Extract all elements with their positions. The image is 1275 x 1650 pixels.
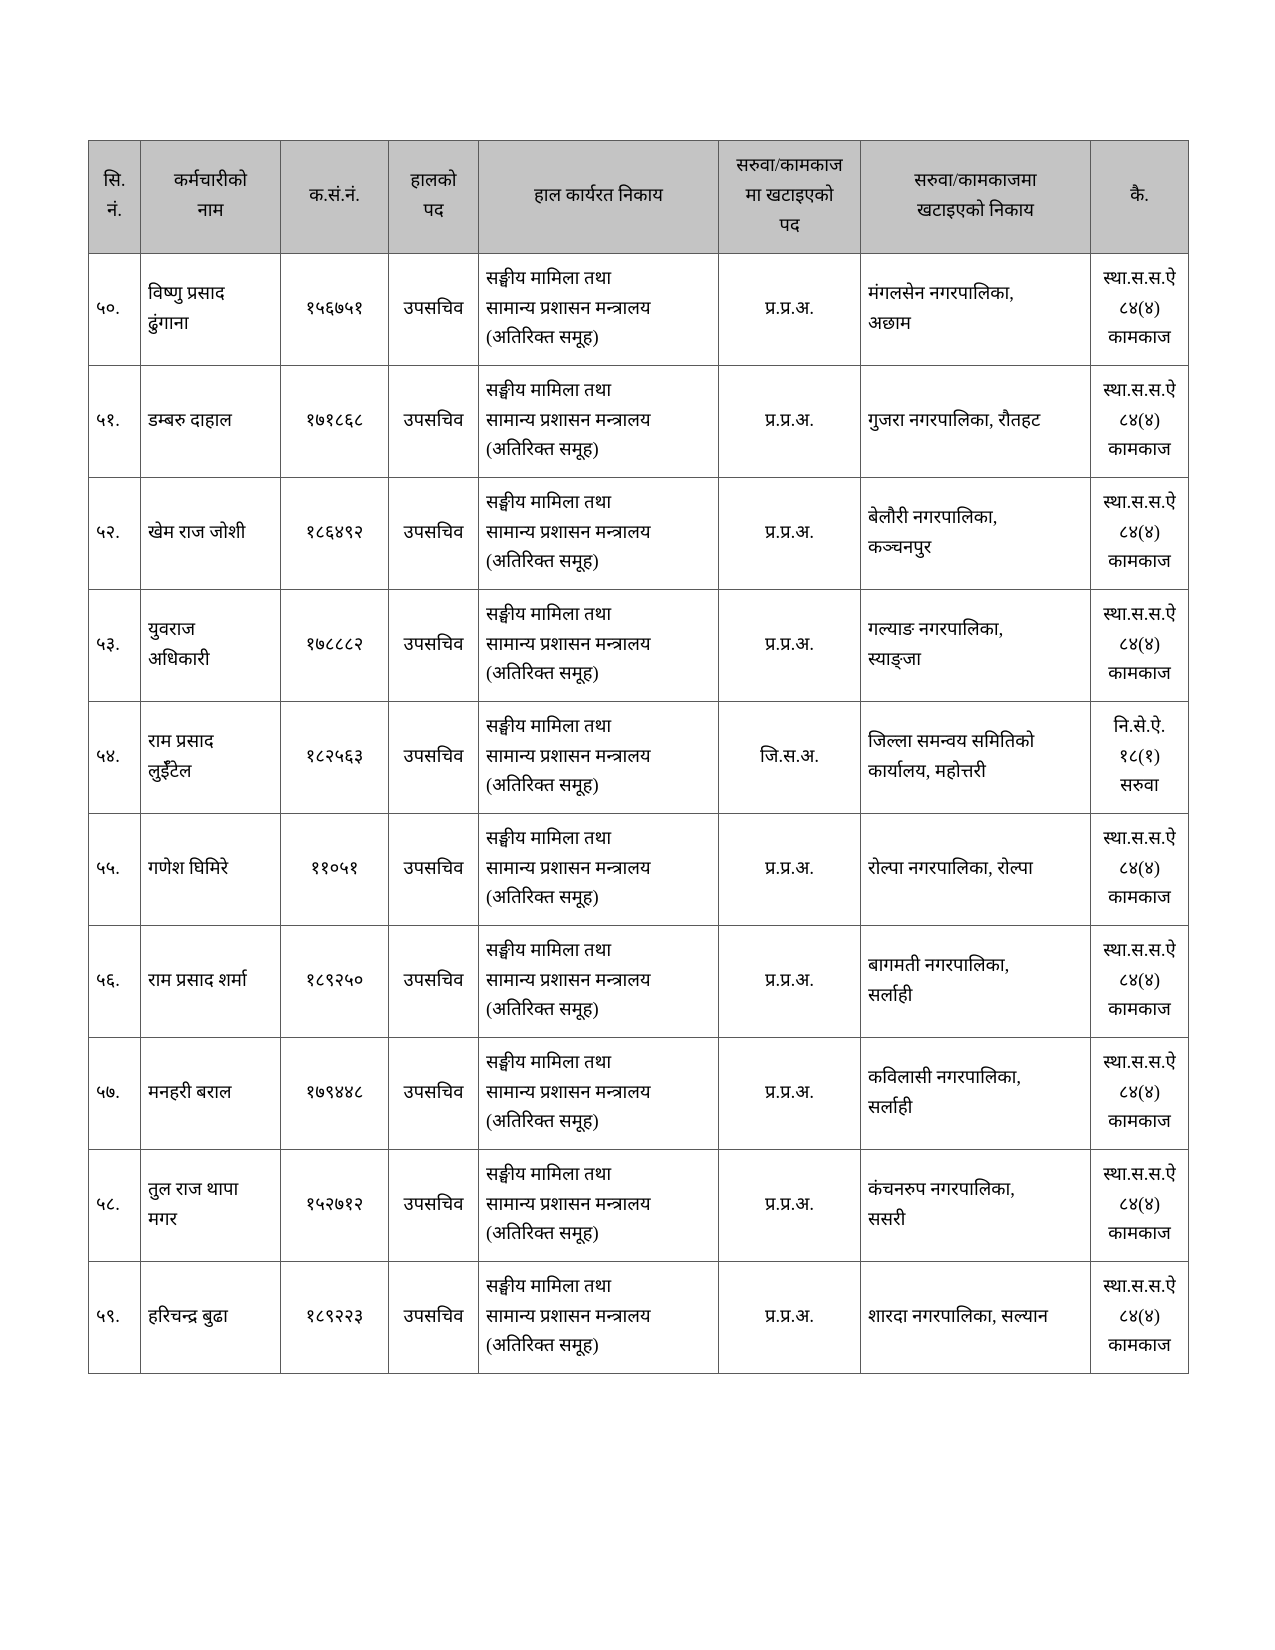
remarks-line1: स्था.स.स.ऐ [1103, 380, 1176, 401]
cell-transfer-post [719, 702, 861, 814]
column-header-remarks: कै. [1091, 141, 1189, 254]
table-row [89, 702, 1189, 814]
cell-transfer-office [861, 254, 1091, 366]
current-office-line2: सामान्य प्रशासन मन्त्रालय [486, 1306, 651, 1327]
cell-serial-number [89, 702, 141, 814]
column-header-current-office: हाल कार्यरत निकाय [479, 141, 719, 254]
cell-transfer-office [861, 814, 1091, 926]
transfer-post-text: प्र.प्र.अ. [764, 634, 815, 655]
employee-transfer-table [88, 140, 1189, 1374]
remarks-line3: कामकाज [1108, 440, 1171, 461]
cell-transfer-office [861, 702, 1091, 814]
employee-name-line2: अधिकारी [148, 649, 210, 670]
current-office-line3: (अतिरिक्त समूह) [486, 1224, 599, 1245]
transfer-office-line1: कंचनरुप नगरपालिका, [868, 1179, 1015, 1200]
current-office-line1: सङ्घीय मामिला तथा [486, 828, 612, 849]
transfer-post-text: प्र.प्र.अ. [764, 1194, 815, 1215]
employee-name-line1: डम्बरु दाहाल [148, 410, 232, 431]
table-row [89, 1262, 1189, 1374]
current-office-line3: (अतिरिक्त समूह) [486, 1112, 599, 1133]
header-post-line2: पद [423, 201, 444, 221]
current-office-line3: (अतिरिक्त समूह) [486, 664, 599, 685]
remarks-line1: स्था.स.स.ऐ [1103, 940, 1176, 961]
serial-number-text: ५४. [96, 746, 120, 767]
current-office-line1: सङ्घीय मामिला तथा [486, 380, 612, 401]
employee-name-line1: तुल राज थापा [148, 1179, 239, 1200]
cell-current-office [479, 366, 719, 478]
transfer-office-line1: कविलासी नगरपालिका, [868, 1067, 1022, 1088]
cell-employee-number [281, 1150, 389, 1262]
cell-transfer-post [719, 926, 861, 1038]
transfer-office-line1: जिल्ला समन्वय समितिको [868, 731, 1035, 752]
current-office-line1: सङ्घीय मामिला तथा [486, 604, 612, 625]
cell-transfer-office [861, 1038, 1091, 1150]
transfer-post-text: प्र.प्र.अ. [764, 1306, 815, 1327]
cell-current-office [479, 702, 719, 814]
cell-current-post [389, 1150, 479, 1262]
serial-number-text: ५९. [96, 1306, 120, 1327]
employee-number-text: १८९२२३ [305, 1306, 364, 1327]
transfer-office-line2: स्याङ्जा [868, 649, 922, 670]
cell-remarks [1091, 366, 1189, 478]
cell-remarks [1091, 478, 1189, 590]
current-office-line1: सङ्घीय मामिला तथा [486, 1164, 612, 1185]
cell-remarks [1091, 1038, 1189, 1150]
header-newpost-line2: मा खटाइएको [745, 186, 834, 207]
column-header-transfer-post [719, 141, 861, 254]
remarks-line3: कामकाज [1108, 1112, 1171, 1133]
current-office-line3: (अतिरिक्त समूह) [486, 1000, 599, 1021]
transfer-office-line1: बेलौरी नगरपालिका, [868, 507, 998, 528]
employee-number-text: १५६७५१ [305, 298, 364, 319]
current-office-line2: सामान्य प्रशासन मन्त्रालय [486, 970, 651, 991]
employee-name-line2: मगर [148, 1209, 178, 1230]
transfer-office-line2: कार्यालय, महोत्तरी [868, 761, 986, 782]
remarks-line1: स्था.स.स.ऐ [1103, 268, 1176, 289]
current-office-line3: (अतिरिक्त समूह) [486, 440, 599, 461]
cell-transfer-post [719, 1038, 861, 1150]
cell-employee-number [281, 702, 389, 814]
remarks-line2: ८४(४) [1118, 522, 1161, 543]
cell-employee-number [281, 814, 389, 926]
remarks-line2: ८४(४) [1118, 970, 1161, 991]
current-office-line1: सङ्घीय मामिला तथा [486, 1052, 612, 1073]
serial-number-text: ५०. [96, 298, 120, 319]
employee-number-text: १८२५६३ [305, 746, 364, 767]
cell-employee-number [281, 478, 389, 590]
cell-employee-name [141, 702, 281, 814]
cell-employee-number [281, 590, 389, 702]
transfer-office-line2: सर्लाही [868, 1097, 913, 1118]
remarks-line2: ८४(४) [1118, 298, 1161, 319]
header-serial-line1: सि. [103, 171, 126, 192]
transfer-post-text: प्र.प्र.अ. [764, 1082, 815, 1103]
serial-number-text: ५३. [96, 634, 120, 655]
transfer-post-text: प्र.प्र.अ. [764, 970, 815, 991]
cell-remarks [1091, 1150, 1189, 1262]
transfer-office-line2: अछाम [868, 313, 911, 334]
table-row [89, 478, 1189, 590]
table-row [89, 366, 1189, 478]
cell-transfer-post [719, 814, 861, 926]
remarks-line2: ८४(४) [1118, 1306, 1161, 1327]
current-office-line1: सङ्घीय मामिला तथा [486, 268, 612, 289]
current-post-text: उपसचिव [403, 298, 464, 319]
cell-current-office [479, 814, 719, 926]
header-serial-line2: नं. [107, 201, 122, 221]
cell-current-post [389, 702, 479, 814]
employee-number-text: १५२७१२ [305, 1194, 364, 1215]
cell-transfer-office [861, 1262, 1091, 1374]
cell-transfer-post [719, 254, 861, 366]
current-office-line1: सङ्घीय मामिला तथा [486, 716, 612, 737]
cell-employee-number [281, 254, 389, 366]
employee-name-line1: हरिचन्द्र बुढा [148, 1306, 228, 1327]
column-header-employee-name [141, 141, 281, 254]
cell-current-office [479, 590, 719, 702]
transfer-post-text: प्र.प्र.अ. [764, 410, 815, 431]
employee-name-line1: राम प्रसाद [148, 731, 214, 752]
employee-name-line2: ढुंगाना [148, 313, 189, 334]
cell-current-post [389, 1038, 479, 1150]
employee-name-line1: विष्णु प्रसाद [148, 283, 225, 304]
current-post-text: उपसचिव [403, 1082, 464, 1103]
remarks-line2: ८४(४) [1118, 1082, 1161, 1103]
current-office-line3: (अतिरिक्त समूह) [486, 552, 599, 573]
cell-current-post [389, 590, 479, 702]
serial-number-text: ५७. [96, 1082, 120, 1103]
transfer-office-line1: गल्याङ नगरपालिका, [868, 619, 1004, 640]
transfer-office-line1: मंगलसेन नगरपालिका, [868, 283, 1014, 304]
cell-current-office [479, 478, 719, 590]
remarks-line2: १८(१) [1118, 746, 1161, 767]
cell-current-post [389, 366, 479, 478]
current-office-line3: (अतिरिक्त समूह) [486, 888, 599, 909]
cell-current-office [479, 1038, 719, 1150]
current-office-line2: सामान्य प्रशासन मन्त्रालय [486, 1082, 651, 1103]
current-office-line1: सङ्घीय मामिला तथा [486, 1276, 612, 1297]
remarks-line3: कामकाज [1108, 664, 1171, 685]
column-header-employee-number: क.सं.नं. [281, 141, 389, 254]
transfer-office-line2: कञ्चनपुर [868, 537, 932, 558]
transfer-post-text: प्र.प्र.अ. [764, 858, 815, 879]
cell-current-post [389, 478, 479, 590]
cell-transfer-post [719, 366, 861, 478]
current-post-text: उपसचिव [403, 634, 464, 655]
cell-serial-number [89, 1262, 141, 1374]
cell-serial-number [89, 1150, 141, 1262]
current-office-line3: (अतिरिक्त समूह) [486, 1336, 599, 1357]
current-office-line2: सामान्य प्रशासन मन्त्रालय [486, 522, 651, 543]
employee-number-text: १८६४९२ [305, 522, 364, 543]
cell-current-office [479, 254, 719, 366]
cell-employee-number [281, 926, 389, 1038]
cell-current-post [389, 254, 479, 366]
cell-employee-number [281, 1262, 389, 1374]
table-row [89, 1038, 1189, 1150]
remarks-line1: स्था.स.स.ऐ [1103, 492, 1176, 513]
cell-employee-name [141, 1262, 281, 1374]
cell-transfer-post [719, 1150, 861, 1262]
remarks-line2: ८४(४) [1118, 410, 1161, 431]
employee-number-text: १८९२५० [305, 970, 364, 991]
transfer-post-text: प्र.प्र.अ. [764, 522, 815, 543]
cell-transfer-post [719, 1262, 861, 1374]
current-office-line1: सङ्घीय मामिला तथा [486, 492, 612, 513]
current-office-line1: सङ्घीय मामिला तथा [486, 940, 612, 961]
current-office-line3: (अतिरिक्त समूह) [486, 776, 599, 797]
cell-transfer-office [861, 1150, 1091, 1262]
current-post-text: उपसचिव [403, 522, 464, 543]
transfer-post-text: प्र.प्र.अ. [764, 298, 815, 319]
remarks-line3: कामकाज [1108, 1336, 1171, 1357]
remarks-line3: कामकाज [1108, 1000, 1171, 1021]
table-body [89, 254, 1189, 1374]
cell-remarks [1091, 814, 1189, 926]
remarks-line2: ८४(४) [1118, 1194, 1161, 1215]
employee-number-text: १७८८८२ [305, 634, 364, 655]
current-office-line2: सामान्य प्रशासन मन्त्रालय [486, 634, 651, 655]
employee-number-text: १७१८६८ [305, 410, 364, 431]
cell-current-office [479, 1150, 719, 1262]
cell-employee-name [141, 926, 281, 1038]
current-office-line2: सामान्य प्रशासन मन्त्रालय [486, 410, 651, 431]
employee-number-text: ११०५१ [310, 858, 359, 879]
cell-employee-name [141, 478, 281, 590]
cell-current-office [479, 926, 719, 1038]
table-row [89, 590, 1189, 702]
header-newpost-line1: सरुवा/कामकाज [736, 156, 843, 177]
transfer-office-line2: ससरी [868, 1209, 906, 1230]
table-row [89, 1150, 1189, 1262]
cell-employee-name [141, 254, 281, 366]
cell-serial-number [89, 366, 141, 478]
header-name-line1: कर्मचारीको [173, 171, 248, 192]
serial-number-text: ५२. [96, 522, 120, 543]
cell-serial-number [89, 814, 141, 926]
current-post-text: उपसचिव [403, 970, 464, 991]
current-office-line2: सामान्य प्रशासन मन्त्रालय [486, 858, 651, 879]
serial-number-text: ५१. [96, 410, 120, 431]
cell-transfer-office [861, 926, 1091, 1038]
remarks-line1: स्था.स.स.ऐ [1103, 1052, 1176, 1073]
cell-employee-number [281, 1038, 389, 1150]
cell-serial-number [89, 478, 141, 590]
remarks-line2: ८४(४) [1118, 634, 1161, 655]
remarks-line3: कामकाज [1108, 888, 1171, 909]
remarks-line1: स्था.स.स.ऐ [1103, 604, 1176, 625]
remarks-line3: कामकाज [1108, 328, 1171, 349]
employee-name-line1: युवराज [148, 619, 196, 640]
remarks-line3: कामकाज [1108, 1224, 1171, 1245]
column-header-current-post [389, 141, 479, 254]
cell-remarks [1091, 254, 1189, 366]
table-row [89, 926, 1189, 1038]
cell-serial-number [89, 1038, 141, 1150]
header-row [89, 141, 1189, 254]
cell-transfer-post [719, 590, 861, 702]
serial-number-text: ५८. [96, 1194, 120, 1215]
cell-employee-name [141, 366, 281, 478]
table-row [89, 814, 1189, 926]
cell-employee-number [281, 366, 389, 478]
table-row [89, 254, 1189, 366]
employee-name-line1: गणेश घिमिरे [148, 858, 229, 879]
column-header-serial-number [89, 141, 141, 254]
cell-current-post [389, 814, 479, 926]
cell-remarks [1091, 926, 1189, 1038]
current-post-text: उपसचिव [403, 410, 464, 431]
cell-serial-number [89, 590, 141, 702]
cell-employee-name [141, 590, 281, 702]
cell-employee-name [141, 1038, 281, 1150]
remarks-line1: स्था.स.स.ऐ [1103, 1164, 1176, 1185]
current-post-text: उपसचिव [403, 1306, 464, 1327]
cell-transfer-post [719, 478, 861, 590]
serial-number-text: ५५. [96, 858, 120, 879]
cell-current-office [479, 1262, 719, 1374]
transfer-office-line2: सर्लाही [868, 985, 913, 1006]
current-post-text: उपसचिव [403, 1194, 464, 1215]
remarks-line1: स्था.स.स.ऐ [1103, 828, 1176, 849]
current-office-line3: (अतिरिक्त समूह) [486, 328, 599, 349]
header-newoffice-line2: खटाइएको निकाय [917, 201, 1034, 221]
cell-serial-number [89, 926, 141, 1038]
employee-number-text: १७९४४८ [305, 1082, 364, 1103]
column-header-transfer-office [861, 141, 1091, 254]
cell-current-post [389, 926, 479, 1038]
cell-employee-name [141, 1150, 281, 1262]
remarks-line1: स्था.स.स.ऐ [1103, 1276, 1176, 1297]
remarks-line3: सरुवा [1120, 776, 1159, 797]
header-post-line1: हालको [410, 171, 457, 192]
current-post-text: उपसचिव [403, 858, 464, 879]
cell-transfer-office [861, 590, 1091, 702]
cell-remarks [1091, 702, 1189, 814]
employee-name-line1: खेम राज जोशी [148, 522, 246, 543]
current-post-text: उपसचिव [403, 746, 464, 767]
cell-remarks [1091, 590, 1189, 702]
current-office-line2: सामान्य प्रशासन मन्त्रालय [486, 1194, 651, 1215]
remarks-line1: नि.से.ऐ. [1113, 716, 1166, 737]
transfer-office-line1: बागमती नगरपालिका, [868, 955, 1010, 976]
transfer-office-line1: शारदा नगरपालिका, सल्यान [868, 1306, 1049, 1327]
transfer-office-line1: रोल्पा नगरपालिका, रोल्पा [868, 858, 1033, 879]
remarks-line2: ८४(४) [1118, 858, 1161, 879]
current-office-line2: सामान्य प्रशासन मन्त्रालय [486, 746, 651, 767]
header-newoffice-line1: सरुवा/कामकाजमा [914, 171, 1037, 192]
transfer-post-text: जि.स.अ. [759, 746, 820, 767]
current-office-line2: सामान्य प्रशासन मन्त्रालय [486, 298, 651, 319]
serial-number-text: ५६. [96, 970, 120, 991]
header-name-line2: नाम [197, 201, 224, 221]
cell-transfer-office [861, 366, 1091, 478]
cell-current-post [389, 1262, 479, 1374]
cell-transfer-office [861, 478, 1091, 590]
remarks-line3: कामकाज [1108, 552, 1171, 573]
transfer-office-line1: गुजरा नगरपालिका, रौतहट [868, 410, 1041, 431]
table-header [89, 141, 1189, 254]
employee-name-line1: राम प्रसाद शर्मा [148, 970, 247, 991]
employee-name-line2: लुईँटेल [148, 761, 192, 782]
cell-serial-number [89, 254, 141, 366]
header-newpost-line3: पद [779, 215, 800, 236]
cell-remarks [1091, 1262, 1189, 1374]
cell-employee-name [141, 814, 281, 926]
employee-name-line1: मनहरी बराल [148, 1082, 232, 1103]
